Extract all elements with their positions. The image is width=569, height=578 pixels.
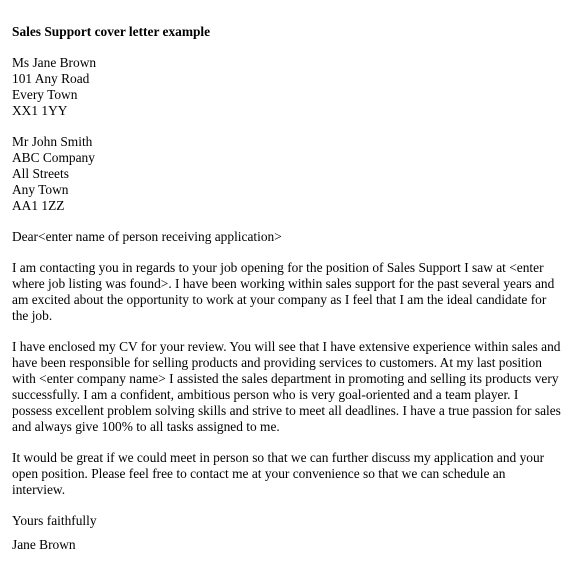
- body-paragraph-closing: It would be great if we could meet in person so that we can further discuss my application and your open position. Please feel free to contact me at your convenience so that we can schedule an interview.: [12, 450, 545, 497]
- sender-postcode: XX1 1YY: [12, 103, 68, 118]
- recipient-postcode: AA1 1ZZ: [12, 198, 65, 213]
- recipient-address: [12, 134, 561, 214]
- sender-name: Ms Jane Brown: [12, 55, 97, 70]
- body-paragraph-experience: I have enclosed my CV for your review. You will see that I have extensive experience within sales and have been responsible for selling products and providing services to customers. At my last position with <enter company name> I assisted the sales department in promoting and selling its products very successfully. I am a confident, ambitious person who is very goal-oriented and a team player. I possess excellent problem solving skills and strive to meet all deadlines. I have a true passion for sales and always give 100% to all tasks assigned to me.: [12, 339, 561, 434]
- sender-town: Every Town: [12, 87, 78, 102]
- sender-address: [12, 55, 561, 119]
- body-paragraph-intro: I am contacting you in regards to your job opening for the position of Sales Support I saw at <enter where job listing was found>. I have been working within sales support for the past several years and am excited about the opportunity to work at your company as I feel that I am the ideal candidate for the job.: [12, 260, 555, 323]
- closing-phrase: Yours faithfully: [12, 513, 97, 528]
- document-title: Sales Support cover letter example: [12, 24, 211, 39]
- recipient-company: ABC Company: [12, 150, 95, 165]
- salutation: Dear<enter name of person receiving application>: [12, 229, 282, 244]
- sender-street: 101 Any Road: [12, 71, 90, 86]
- recipient-name: Mr John Smith: [12, 134, 93, 149]
- signature-name: Jane Brown: [12, 537, 76, 552]
- recipient-town: Any Town: [12, 182, 69, 197]
- recipient-street: All Streets: [12, 166, 69, 181]
